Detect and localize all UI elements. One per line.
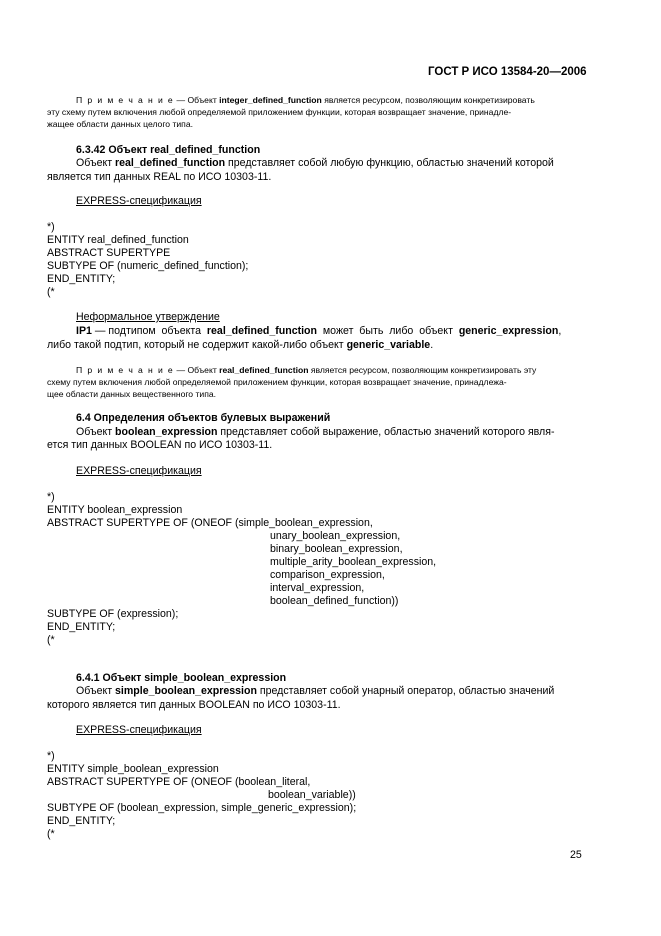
code-line: (* — [47, 286, 55, 298]
express-spec-label: EXPRESS-спецификация — [76, 195, 202, 207]
page-number: 25 — [570, 849, 582, 861]
code-line: boolean_defined_function)) — [270, 595, 399, 607]
code-line: (* — [47, 634, 55, 646]
note-line: П р и м е ч а н и е — Объект real_defined_function является ресурсом, позволяющим конкретизировать эту — [76, 365, 537, 375]
code-line: ABSTRACT SUPERTYPE OF (ONEOF (boolean_literal, — [47, 776, 311, 788]
code-line: *) — [47, 221, 55, 233]
note-line: щее области данных вещественного типа. — [47, 389, 217, 399]
paragraph-line: Объект real_defined_function представляет собой любую функцию, областью значений которой — [76, 157, 554, 169]
code-line: multiple_arity_boolean_expression, — [270, 556, 437, 568]
code-line: END_ENTITY; — [47, 815, 116, 827]
code-line: SUBTYPE OF (expression); — [47, 608, 179, 620]
paragraph-line: Объект boolean_expression представляет собой выражение, областью значений которого явля- — [76, 426, 555, 438]
note-line: П р и м е ч а н и е — Объект integer_defined_function является ресурсом, позволяющим конкретизировать — [76, 95, 535, 105]
code-line: *) — [47, 491, 55, 503]
standard-designation: ГОСТ Р ИСО 13584-20—2006 — [428, 66, 587, 78]
code-line: ENTITY boolean_expression — [47, 504, 183, 516]
note-label: П р и м е ч а н и е — [76, 365, 175, 375]
informal-proposition-label: Неформальное утверждение — [76, 311, 220, 323]
code-line: *) — [47, 750, 55, 762]
note-line: эту схему путем включения любой определяемой приложением функции, которая возвращает значение, принадле- — [47, 107, 512, 117]
note-line: жащее области данных целого типа. — [47, 119, 194, 129]
paragraph-line: Объект simple_boolean_expression представляет собой унарный оператор, областью значений — [76, 685, 555, 697]
paragraph-line: IP1 — подтипом объекта real_defined_function может быть либо объект generic_expression, — [76, 325, 562, 337]
code-line: interval_expression, — [270, 582, 365, 594]
code-line: ABSTRACT SUPERTYPE — [47, 247, 171, 259]
paragraph-line: либо такой подтип, который не содержит какой-либо объект generic_variable. — [47, 339, 434, 351]
code-line: (* — [47, 828, 55, 840]
code-line: ABSTRACT SUPERTYPE OF (ONEOF (simple_boolean_expression, — [47, 517, 373, 529]
code-line: ENTITY simple_boolean_expression — [47, 763, 219, 775]
code-line: binary_boolean_expression, — [270, 543, 403, 555]
express-spec-label: EXPRESS-спецификация — [76, 465, 202, 477]
section-heading: 6.4 Определения объектов булевых выражений — [76, 412, 331, 424]
note-label: П р и м е ч а н и е — [76, 95, 175, 105]
code-line: ENTITY real_defined_function — [47, 234, 189, 246]
paragraph-line: ется тип данных BOOLEAN по ИСО 10303-11. — [47, 439, 273, 451]
express-spec-label: EXPRESS-спецификация — [76, 724, 202, 736]
code-line: comparison_expression, — [270, 569, 385, 581]
code-line: SUBTYPE OF (boolean_expression, simple_generic_expression); — [47, 802, 357, 814]
paragraph-line: является тип данных REAL по ИСО 10303-11. — [47, 171, 272, 183]
note-line: схему путем включения любой определяемой приложением функции, которая возвращает значение, принадлежа- — [47, 377, 507, 387]
code-line: END_ENTITY; — [47, 273, 116, 285]
code-line: unary_boolean_expression, — [270, 530, 401, 542]
code-line: boolean_variable)) — [268, 789, 356, 801]
code-line: SUBTYPE OF (numeric_defined_function); — [47, 260, 249, 272]
paragraph-line: которого является тип данных BOOLEAN по ИСО 10303-11. — [47, 699, 341, 711]
code-line: END_ENTITY; — [47, 621, 116, 633]
section-heading: 6.3.42 Объект real_defined_function — [76, 144, 261, 156]
section-heading: 6.4.1 Объект simple_boolean_expression — [76, 672, 287, 684]
